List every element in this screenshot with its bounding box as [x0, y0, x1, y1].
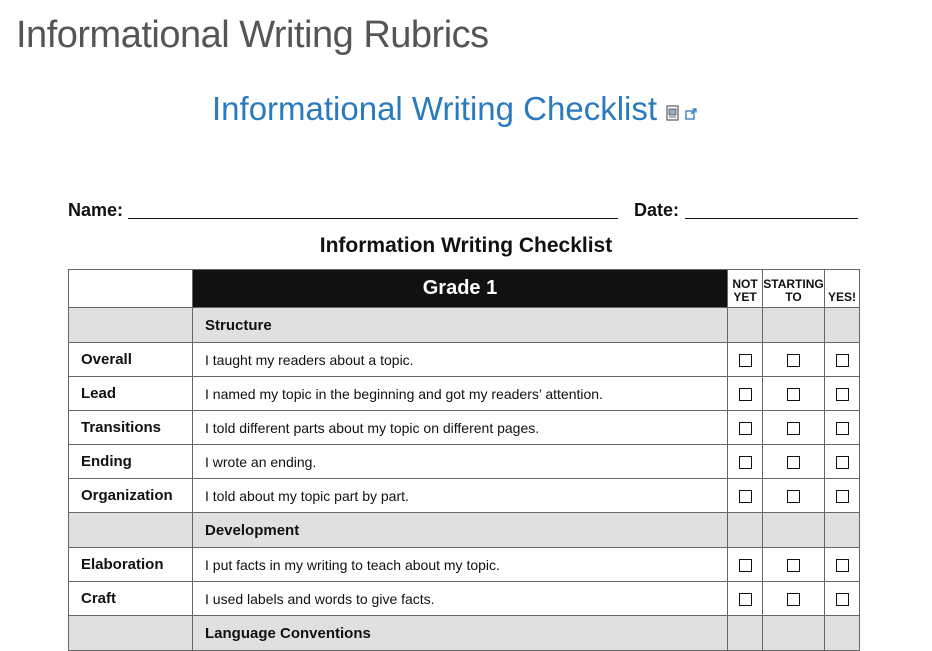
- category-label: Transitions: [69, 411, 193, 445]
- section-cell: [728, 616, 763, 651]
- checklist-table: [68, 269, 860, 651]
- section-title: Language Conventions: [193, 616, 728, 651]
- item-description: I told different parts about my topic on different pages.: [193, 411, 728, 445]
- col-not-yet: NOT YET: [728, 270, 763, 308]
- checkbox-not-yet[interactable]: [739, 490, 752, 503]
- category-label: Lead: [69, 377, 193, 411]
- date-blank: [685, 218, 858, 219]
- checkbox-cell-starting-to: [763, 479, 825, 513]
- checkbox-starting-to[interactable]: [787, 388, 800, 401]
- checklist-row: [69, 445, 860, 479]
- grade-header: Grade 1: [193, 270, 728, 308]
- checkbox-starting-to[interactable]: [787, 490, 800, 503]
- section-cell: [825, 513, 860, 548]
- checklist-row: [69, 582, 860, 616]
- sheet-title: Information Writing Checklist: [319, 234, 613, 257]
- section-cell: [728, 513, 763, 548]
- checkbox-cell-not-yet: [728, 582, 763, 616]
- item-description: I wrote an ending.: [193, 445, 728, 479]
- section-cell: [825, 308, 860, 343]
- col-yes: YES!: [825, 270, 860, 308]
- name-label: Name:: [68, 200, 124, 220]
- section-row: [69, 308, 860, 343]
- checkbox-cell-starting-to: [763, 582, 825, 616]
- section-blank: [69, 513, 193, 548]
- checkbox-cell-starting-to: [763, 548, 825, 582]
- checklist-row: [69, 479, 860, 513]
- checkbox-cell-not-yet: [728, 343, 763, 377]
- checkbox-cell-yes: [825, 582, 860, 616]
- checkbox-cell-not-yet: [728, 411, 763, 445]
- checkbox-starting-to[interactable]: [787, 593, 800, 606]
- item-description: I put facts in my writing to teach about my topic.: [193, 548, 728, 582]
- checkbox-cell-not-yet: [728, 548, 763, 582]
- checkbox-starting-to[interactable]: [787, 559, 800, 572]
- checkbox-not-yet[interactable]: [739, 354, 752, 367]
- name-blank: [128, 218, 618, 219]
- section-cell: [763, 308, 825, 343]
- checkbox-cell-not-yet: [728, 377, 763, 411]
- checkbox-cell-yes: [825, 479, 860, 513]
- checklist-row: [69, 411, 860, 445]
- section-blank: [69, 308, 193, 343]
- name-date-line: [68, 198, 858, 222]
- section-cell: [728, 308, 763, 343]
- checklist-row: [69, 548, 860, 582]
- checkbox-starting-to[interactable]: [787, 354, 800, 367]
- checkbox-starting-to[interactable]: [787, 456, 800, 469]
- checkbox-not-yet[interactable]: [739, 593, 752, 606]
- checkbox-cell-starting-to: [763, 411, 825, 445]
- external-link-icon[interactable]: [685, 107, 697, 125]
- checkbox-yes[interactable]: [836, 456, 849, 469]
- checkbox-cell-not-yet: [728, 479, 763, 513]
- section-row: [69, 513, 860, 548]
- checklist-link-row: [212, 90, 697, 128]
- category-label: Craft: [69, 582, 193, 616]
- checkbox-not-yet[interactable]: [739, 559, 752, 572]
- col-starting-to: STARTING TO: [763, 270, 825, 308]
- checklist-row: [69, 377, 860, 411]
- checkbox-cell-yes: [825, 377, 860, 411]
- section-row: [69, 616, 860, 651]
- checkbox-not-yet[interactable]: [739, 388, 752, 401]
- item-description: I taught my readers about a topic.: [193, 343, 728, 377]
- section-cell: [763, 616, 825, 651]
- section-title: Development: [193, 513, 728, 548]
- checkbox-cell-yes: [825, 411, 860, 445]
- category-label: Elaboration: [69, 548, 193, 582]
- checklist-row: [69, 343, 860, 377]
- checkbox-yes[interactable]: [836, 422, 849, 435]
- checkbox-cell-not-yet: [728, 445, 763, 479]
- checkbox-cell-yes: [825, 548, 860, 582]
- item-description: I used labels and words to give facts.: [193, 582, 728, 616]
- category-label: Ending: [69, 445, 193, 479]
- corner-cell: [69, 270, 193, 308]
- checkbox-not-yet[interactable]: [739, 456, 752, 469]
- category-label: Organization: [69, 479, 193, 513]
- date-label: Date:: [634, 200, 680, 220]
- checkbox-yes[interactable]: [836, 388, 849, 401]
- section-cell: [763, 513, 825, 548]
- item-description: I named my topic in the beginning and got my readers’ attention.: [193, 377, 728, 411]
- checkbox-starting-to[interactable]: [787, 422, 800, 435]
- checkbox-yes[interactable]: [836, 559, 849, 572]
- checkbox-cell-starting-to: [763, 445, 825, 479]
- page-title: Informational Writing Rubrics: [16, 14, 489, 56]
- checkbox-yes[interactable]: [836, 593, 849, 606]
- checkbox-not-yet[interactable]: [739, 422, 752, 435]
- document-icon[interactable]: [666, 105, 680, 126]
- item-description: I told about my topic part by part.: [193, 479, 728, 513]
- checkbox-cell-starting-to: [763, 377, 825, 411]
- checklist-link[interactable]: Informational Writing Checklist: [212, 90, 658, 127]
- checkbox-cell-yes: [825, 343, 860, 377]
- section-cell: [825, 616, 860, 651]
- checkbox-cell-yes: [825, 445, 860, 479]
- section-title: Structure: [193, 308, 728, 343]
- checkbox-yes[interactable]: [836, 490, 849, 503]
- section-blank: [69, 616, 193, 651]
- category-label: Overall: [69, 343, 193, 377]
- checkbox-cell-starting-to: [763, 343, 825, 377]
- checkbox-yes[interactable]: [836, 354, 849, 367]
